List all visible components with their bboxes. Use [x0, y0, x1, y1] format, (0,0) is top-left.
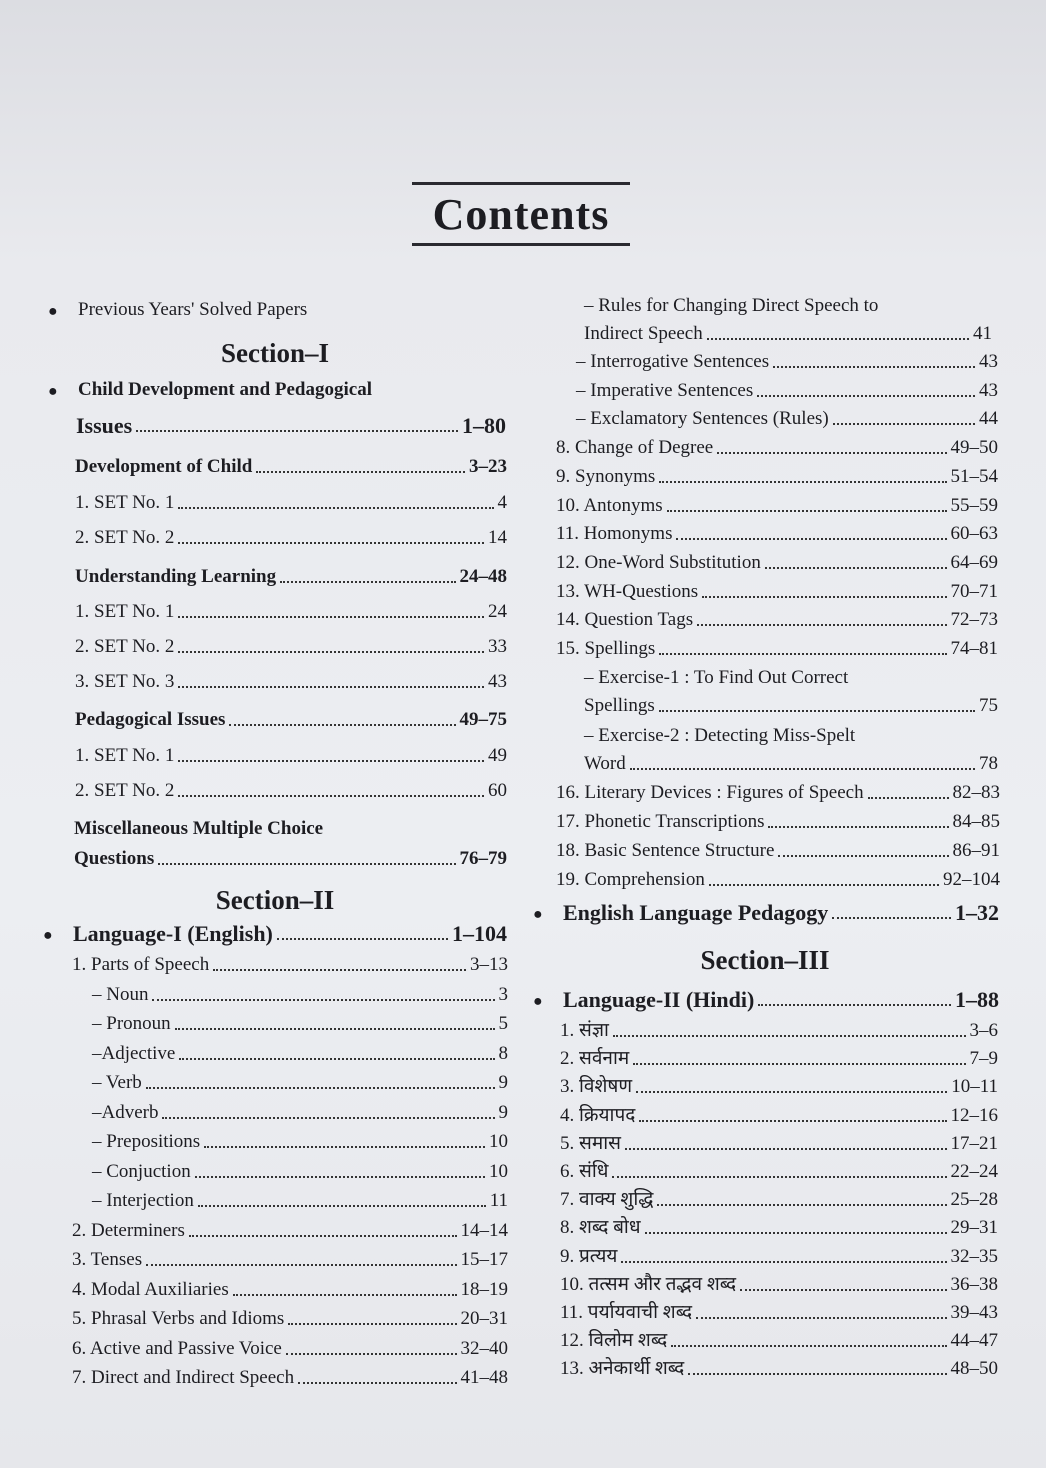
- entry-pages: 14–14: [460, 1219, 508, 1241]
- entry-label: 6. Active and Passive Voice: [72, 1337, 282, 1359]
- dot-leader: [676, 538, 946, 540]
- dot-leader: [136, 430, 458, 432]
- entry-pages: 60: [488, 780, 507, 801]
- dot-leader: [633, 1063, 965, 1065]
- entry-label: 5. समास: [560, 1132, 621, 1154]
- entry-label: – Prepositions: [92, 1131, 201, 1152]
- entry-label: Word: [584, 753, 626, 774]
- dot-leader: [613, 1035, 966, 1037]
- dot-leader: [178, 686, 484, 688]
- entry-pages: 32–40: [460, 1337, 508, 1359]
- entry-label: 1. SET No. 1: [75, 601, 175, 622]
- rules-heading: – Rules for Changing Direct Speech to: [584, 295, 879, 316]
- entry-label: Pedagogical Issues: [75, 709, 226, 730]
- dot-leader: [162, 1117, 494, 1119]
- dot-leader: [757, 395, 975, 397]
- toc-entry-und-set3[interactable]: [75, 670, 507, 694]
- toc-entry[interactable]: [560, 1132, 998, 1156]
- dot-leader: [229, 724, 455, 726]
- entry-label: 3. SET No. 3: [75, 671, 175, 692]
- entry-label: –Adjective: [92, 1042, 176, 1064]
- dot-leader: [256, 471, 465, 473]
- dot-leader: [298, 1382, 456, 1384]
- exercise-2-heading: – Exercise-2 : Detecting Miss-Spelt: [584, 725, 856, 746]
- entry-pages: 82–83: [952, 782, 1000, 803]
- entry-label: 2. SET No. 2: [75, 527, 175, 548]
- toc-entry[interactable]: [72, 1307, 508, 1331]
- entry-label: – Verb: [92, 1072, 142, 1093]
- toc-entry[interactable]: [72, 1278, 508, 1302]
- entry-label: 1. SET No. 1: [75, 745, 175, 766]
- entry-label: 6. संधि: [560, 1161, 609, 1182]
- dot-leader: [639, 1120, 946, 1122]
- entry-label: 5. Phrasal Verbs and Idioms: [72, 1308, 285, 1329]
- entry-label: ● Language-I (English): [73, 921, 273, 946]
- entry-label: – Imperative Sentences: [576, 379, 754, 401]
- dot-leader: [707, 338, 969, 340]
- entry-pages: 41–48: [460, 1367, 508, 1388]
- dot-leader: [621, 1261, 946, 1263]
- dot-leader: [152, 999, 494, 1001]
- entry-label: – Interrogative Sentences: [576, 351, 770, 372]
- entry-pages: 48–50: [950, 1358, 998, 1380]
- toc-entry[interactable]: [576, 407, 998, 431]
- entry-pages: 25–28: [950, 1189, 998, 1211]
- toc-entry[interactable]: [556, 522, 998, 546]
- dot-leader: [178, 507, 493, 509]
- toc-entry[interactable]: [560, 1329, 998, 1353]
- toc-entry[interactable]: [92, 1160, 508, 1184]
- dot-leader: [175, 1028, 495, 1030]
- dot-leader: [178, 795, 484, 797]
- entry-pages: 10–11: [951, 1076, 998, 1098]
- entry-label: ● Language-II (Hindi): [563, 987, 755, 1012]
- toc-entry[interactable]: [576, 350, 998, 374]
- entry-pages: 20–31: [460, 1308, 508, 1329]
- dot-leader: [667, 510, 947, 512]
- cdp-heading: ● Child Development and Pedagogical: [78, 378, 372, 402]
- page-title: Contents: [432, 190, 610, 239]
- dot-leader: [146, 1087, 495, 1089]
- dot-leader: [179, 1058, 494, 1060]
- toc-entry[interactable]: [560, 1075, 998, 1099]
- entry-pages: 1–32: [955, 900, 999, 925]
- toc-entry[interactable]: [72, 1337, 508, 1361]
- entry-pages: 15–17: [460, 1249, 508, 1270]
- toc-entry[interactable]: [72, 1366, 508, 1390]
- entry-pages: 10: [489, 1160, 508, 1182]
- entry-pages: 29–31: [950, 1217, 998, 1239]
- entry-pages: 64–69: [950, 551, 998, 573]
- entry-pages: 3: [498, 983, 508, 1005]
- dot-leader: [178, 616, 484, 618]
- toc-entry[interactable]: [72, 1219, 508, 1243]
- entry-label: Spellings: [584, 695, 655, 716]
- entry-pages: 18–19: [460, 1278, 508, 1300]
- entry-pages: 12–16: [950, 1104, 998, 1126]
- entry-label: 8. Change of Degree: [556, 437, 714, 459]
- dot-leader: [765, 567, 947, 569]
- dot-leader: [178, 542, 484, 544]
- toc-entry[interactable]: [576, 379, 998, 403]
- dot-leader: [198, 1205, 486, 1207]
- entry-label: 3. विशेषण: [560, 1076, 633, 1098]
- toc-entry[interactable]: [556, 580, 998, 604]
- entry-pages: 22–24: [950, 1161, 998, 1182]
- toc-entry[interactable]: [560, 1273, 998, 1297]
- dot-leader: [178, 651, 484, 653]
- toc-entry-exercise-2[interactable]: [584, 752, 998, 776]
- dot-leader: [189, 1235, 457, 1237]
- dot-leader: [833, 423, 975, 425]
- toc-entry-und-set2[interactable]: [75, 635, 507, 659]
- dot-leader: [213, 969, 466, 971]
- toc-entry[interactable]: [560, 1216, 998, 1240]
- toc-entry[interactable]: [560, 1047, 998, 1071]
- toc-entry[interactable]: [556, 637, 998, 661]
- dot-leader: [286, 1353, 457, 1355]
- entry-pages: 3–6: [969, 1020, 998, 1041]
- entry-pages: 84–85: [952, 811, 1000, 832]
- entry-pages: 44–47: [950, 1330, 998, 1352]
- entry-pages: 72–73: [950, 609, 998, 631]
- entry-pages: 32–35: [950, 1245, 998, 1267]
- entry-label: 11. पर्यायवाची शब्द: [560, 1302, 693, 1323]
- entry-label: 1. SET No. 1: [75, 492, 175, 513]
- toc-entry-dev-child[interactable]: [75, 455, 507, 479]
- entry-pages: 41: [973, 323, 992, 344]
- dot-leader: [773, 366, 975, 368]
- dot-leader: [288, 1323, 456, 1325]
- toc-entry[interactable]: [92, 1101, 508, 1125]
- toc-entry-cdp[interactable]: [76, 414, 506, 438]
- entry-pages: 49–50: [950, 437, 998, 459]
- dot-leader: [146, 1264, 456, 1266]
- entry-label: 12. विलोम शब्द: [560, 1330, 668, 1352]
- entry-pages: 33: [488, 636, 507, 657]
- dot-leader: [625, 1148, 947, 1150]
- toc-entry[interactable]: [72, 953, 508, 977]
- entry-pages: 78: [979, 753, 998, 774]
- dot-leader: [659, 653, 946, 655]
- entry-pages: 70–71: [950, 580, 998, 602]
- entry-pages: 1–88: [955, 987, 999, 1012]
- entry-label: – Exclamatory Sentences (Rules): [576, 408, 829, 430]
- dot-leader: [778, 855, 948, 857]
- entry-label: 14. Question Tags: [556, 609, 694, 631]
- toc-entry[interactable]: [92, 1071, 508, 1095]
- entry-label: 16. Literary Devices : Figures of Speech: [556, 782, 864, 803]
- entry-label: 17. Phonetic Transcriptions: [556, 811, 765, 832]
- dot-leader: [659, 481, 946, 483]
- entry-pages: 1–80: [462, 413, 506, 438]
- toc-entry-dev-set1[interactable]: [75, 491, 507, 515]
- entry-pages: 14: [488, 527, 507, 548]
- toc-entry-und-learning[interactable]: [75, 565, 507, 589]
- toc-entry-exercise-1[interactable]: [584, 694, 998, 718]
- entry-pages: 74–81: [950, 638, 998, 659]
- entry-pages: 11: [489, 1190, 508, 1211]
- dot-leader: [280, 581, 455, 583]
- toc-entry-dev-set2[interactable]: [75, 526, 507, 550]
- toc-entry[interactable]: [92, 1012, 508, 1036]
- entry-label: Indirect Speech: [584, 323, 703, 344]
- toc-entry[interactable]: [556, 465, 998, 489]
- dot-leader: [768, 826, 948, 828]
- title-rule-bottom: [412, 243, 630, 246]
- entry-pages: 10: [489, 1131, 508, 1152]
- dot-leader: [233, 1294, 457, 1296]
- entry-label: 1. Parts of Speech: [72, 954, 210, 975]
- entry-label: 2. SET No. 2: [75, 636, 175, 657]
- entry-label: 3. Tenses: [72, 1249, 143, 1270]
- toc-entry[interactable]: [556, 608, 998, 632]
- entry-label: 9. Synonyms: [556, 465, 656, 487]
- previous-papers-heading: ● Previous Years' Solved Papers: [78, 298, 307, 322]
- entry-pages: 8: [498, 1042, 508, 1064]
- entry-label: Questions: [74, 848, 155, 869]
- entry-label: 11. Homonyms: [556, 523, 673, 545]
- entry-pages: 43: [488, 671, 507, 692]
- entry-label: 18. Basic Sentence Structure: [556, 840, 775, 861]
- entry-label: 4. Modal Auxiliaries: [72, 1278, 229, 1300]
- entry-pages: 3–13: [470, 954, 508, 975]
- entry-label: 9. प्रत्यय: [560, 1245, 618, 1267]
- entry-pages: 36–38: [950, 1273, 998, 1295]
- entry-label: – Conjuction: [92, 1160, 191, 1182]
- dot-leader: [702, 596, 946, 598]
- dot-leader: [758, 1004, 951, 1006]
- dot-leader: [717, 452, 946, 454]
- entry-label: 7. वाक्य शुद्धि: [560, 1189, 654, 1211]
- dot-leader: [688, 1373, 946, 1375]
- toc-entry[interactable]: [560, 1188, 998, 1212]
- entry-pages: 24: [488, 601, 507, 622]
- entry-pages: 39–43: [950, 1302, 998, 1323]
- entry-pages: 9: [498, 1072, 508, 1093]
- entry-label: 13. WH-Questions: [556, 580, 699, 602]
- toc-entry[interactable]: [556, 868, 1000, 892]
- dot-leader: [740, 1289, 946, 1291]
- entry-pages: 9: [498, 1101, 508, 1123]
- toc-entry[interactable]: [560, 1019, 998, 1043]
- toc-entry[interactable]: [560, 1245, 998, 1269]
- entry-pages: 4: [497, 492, 507, 513]
- dot-leader: [697, 624, 946, 626]
- dot-leader: [832, 917, 951, 919]
- entry-label: Issues: [76, 413, 133, 438]
- contents-header: [412, 182, 630, 246]
- toc-entry-ped-set2[interactable]: [75, 779, 507, 803]
- section-1-heading: Section–I: [221, 338, 329, 368]
- entry-pages: 51–54: [950, 465, 998, 487]
- dot-leader: [277, 938, 448, 940]
- dot-leader: [158, 863, 455, 865]
- toc-entry-und-set1[interactable]: [75, 600, 507, 624]
- toc-entry[interactable]: [556, 810, 1000, 834]
- entry-label: 2. Determiners: [72, 1219, 185, 1241]
- toc-entry-elp[interactable]: [563, 901, 999, 925]
- entry-pages: 17–21: [950, 1132, 998, 1154]
- entry-pages: 76–79: [459, 848, 507, 869]
- entry-label: 10. Antonyms: [556, 494, 663, 516]
- toc-entry[interactable]: [556, 551, 998, 575]
- entry-pages: 86–91: [952, 840, 1000, 861]
- entry-label: 15. Spellings: [556, 638, 656, 659]
- entry-label: – Noun: [92, 983, 149, 1005]
- toc-entry[interactable]: [92, 1189, 508, 1213]
- dot-leader: [636, 1091, 947, 1093]
- toc-entry[interactable]: [72, 1248, 508, 1272]
- dot-leader: [659, 710, 975, 712]
- entry-pages: 60–63: [950, 523, 998, 545]
- entry-label: – Pronoun: [92, 1013, 171, 1034]
- entry-pages: 5: [498, 1013, 508, 1034]
- entry-pages: 3–23: [469, 456, 507, 477]
- entry-label: 13. अनेकार्थी शब्द: [560, 1358, 685, 1380]
- dot-leader: [696, 1317, 946, 1319]
- entry-label: 2. सर्वनाम: [560, 1048, 630, 1070]
- toc-entry-ped-issues[interactable]: [75, 708, 507, 732]
- misc-heading: Miscellaneous Multiple Choice: [74, 818, 324, 839]
- entry-label: –Adverb: [92, 1101, 159, 1123]
- entry-pages: 43: [979, 379, 998, 401]
- dot-leader: [657, 1204, 946, 1206]
- entry-pages: 24–48: [459, 566, 507, 587]
- toc-entry[interactable]: [556, 839, 1000, 863]
- entry-label: Understanding Learning: [75, 566, 277, 587]
- toc-entry-misc[interactable]: [74, 847, 507, 871]
- entry-label: 8. शब्द बोध: [560, 1217, 641, 1239]
- entry-pages: 92–104: [943, 869, 1000, 890]
- toc-entry[interactable]: [92, 1130, 508, 1154]
- entry-pages: 43: [979, 351, 998, 372]
- section-3-heading: Section–III: [700, 945, 830, 975]
- dot-leader: [868, 797, 949, 799]
- toc-entry[interactable]: [560, 1357, 998, 1381]
- entry-pages: 49–75: [459, 709, 507, 730]
- entry-label: 1. संज्ञा: [560, 1020, 609, 1041]
- dot-leader: [671, 1345, 946, 1347]
- dot-leader: [645, 1232, 947, 1234]
- entry-label: 10. तत्सम और तद्भव शब्द: [560, 1273, 737, 1295]
- dot-leader: [178, 760, 484, 762]
- entry-pages: 44: [979, 408, 998, 430]
- entry-label: 19. Comprehension: [556, 869, 705, 890]
- entry-label: 2. SET No. 2: [75, 780, 175, 801]
- toc-entry[interactable]: [560, 1160, 998, 1184]
- entry-label: Development of Child: [75, 456, 253, 477]
- entry-label: 4. क्रियापद: [560, 1104, 636, 1126]
- entry-label: 7. Direct and Indirect Speech: [72, 1367, 295, 1388]
- entry-pages: 55–59: [950, 494, 998, 516]
- toc-entry-lang2[interactable]: [563, 988, 999, 1012]
- toc-entry[interactable]: [92, 1042, 508, 1066]
- dot-leader: [204, 1146, 485, 1148]
- entry-pages: 1–104: [452, 921, 507, 946]
- entry-label: ● English Language Pedagogy: [563, 900, 829, 925]
- exercise-1-heading: – Exercise-1 : To Find Out Correct: [584, 667, 849, 688]
- dot-leader: [630, 768, 975, 770]
- toc-entry[interactable]: [556, 494, 998, 518]
- toc-entry[interactable]: [556, 781, 1000, 805]
- dot-leader: [709, 884, 939, 886]
- toc-entry-indirect-speech[interactable]: [584, 322, 992, 346]
- toc-entry[interactable]: [560, 1301, 998, 1325]
- entry-pages: 75: [979, 695, 998, 716]
- toc-entry[interactable]: [560, 1104, 998, 1128]
- entry-label: 12. One-Word Substitution: [556, 551, 761, 573]
- dot-leader: [195, 1176, 485, 1178]
- toc-entry-lang1[interactable]: [73, 922, 507, 946]
- entry-label: – Interjection: [92, 1190, 194, 1211]
- toc-entry[interactable]: [556, 436, 998, 460]
- toc-entry-ped-set1[interactable]: [75, 744, 507, 768]
- dot-leader: [612, 1176, 946, 1178]
- entry-pages: 49: [488, 745, 507, 766]
- toc-entry[interactable]: [92, 983, 508, 1007]
- entry-pages: 7–9: [969, 1048, 998, 1070]
- section-2-heading: Section–II: [215, 885, 335, 915]
